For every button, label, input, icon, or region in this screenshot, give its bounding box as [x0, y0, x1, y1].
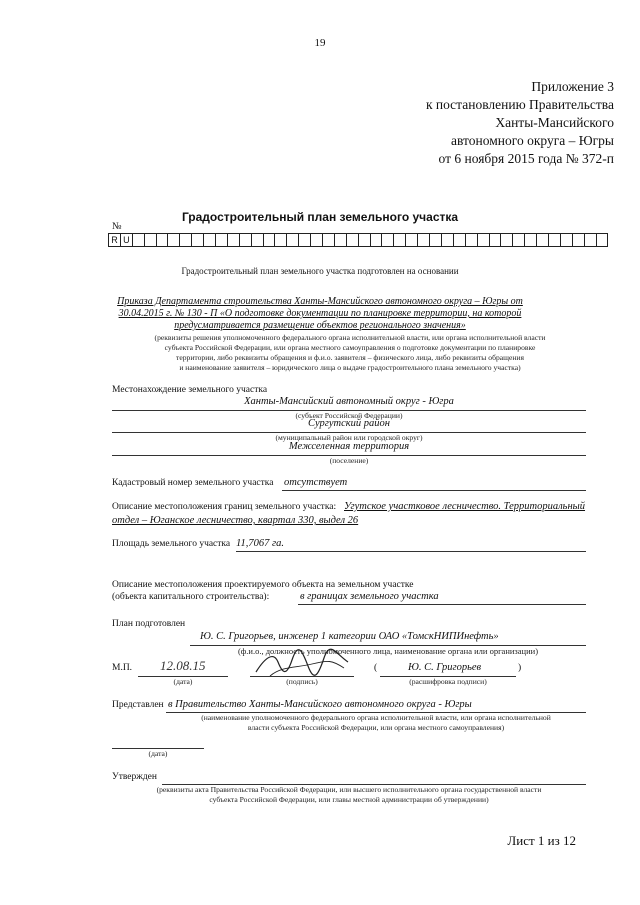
decoding-value: Ю. С. Григорьев — [408, 662, 482, 673]
number-cell — [537, 233, 549, 247]
page-number: 19 — [314, 37, 326, 49]
number-cell — [501, 233, 513, 247]
approved-note — [112, 785, 586, 805]
object-line — [298, 604, 586, 605]
prepared-date: 12.08.15 — [160, 658, 206, 673]
basis-label: Градостроительный план земельного участка подготовлен на основании — [181, 266, 459, 276]
number-cell — [513, 233, 525, 247]
number-cell — [299, 233, 311, 247]
number-cell — [359, 233, 371, 247]
plan-number-cells — [108, 233, 608, 247]
appendix-line-3: Ханты-Мансийского — [495, 115, 614, 130]
approved-note-line-1: (реквизиты акта Правительства Российской Федерации, или высшего исполнительного органа государственной власти — [156, 785, 542, 794]
number-cell — [180, 233, 192, 247]
number-cell — [406, 233, 418, 247]
number-cell — [275, 233, 287, 247]
number-cell — [597, 233, 609, 247]
borders-value-line-1: Угутское участковое лесничество. Территориальный — [344, 501, 586, 512]
number-cell — [192, 233, 204, 247]
borders-label: Описание местоположения границ земельного участка: — [112, 502, 337, 512]
number-cell — [204, 233, 216, 247]
signature-note: (подпись) — [286, 677, 318, 686]
paren-close: ) — [518, 663, 522, 673]
basis-value-line-3: предусматривается размещение объектов регионального значения» — [174, 320, 466, 331]
object-value: в границах земельного участка — [300, 591, 439, 602]
district-note: (муниципальный район или городской округ) — [275, 433, 423, 442]
number-cell — [157, 233, 169, 247]
borders-value-line-2: отдел – Юганское лесничество, квартал 330, выдел 26 — [112, 515, 359, 526]
basis-value-line-1: Приказа Департамента строительства Ханты-Мансийского автономного округа – Югры от — [117, 296, 523, 307]
cadastral-value: отсутствует — [284, 477, 348, 488]
number-cell — [478, 233, 490, 247]
object-label-line-1: Описание местоположения проектируемого объекта на земельном участке — [112, 580, 414, 590]
basis-note-line-3: территории, либо реквизиты обращения и ф.и.о. заявителя – физического лица, либо реквизиты обращения — [176, 353, 524, 362]
number-cell: U — [121, 233, 133, 247]
number-cell: R — [109, 233, 121, 247]
settlement-value: Межселенная территория — [288, 441, 410, 452]
number-cell — [382, 233, 394, 247]
number-cell — [323, 233, 335, 247]
stamp-mark: М.П. — [112, 663, 133, 673]
appendix-line-5: от 6 ноября 2015 года № 372-п — [438, 151, 614, 166]
number-cell — [573, 233, 585, 247]
basis-note-line-4: и наименование заявителя – юридического лица о выдаче градостроительного плана земельного участка) — [179, 363, 521, 372]
prepared-value: Ю. С. Григорьев, инженер 1 категории ОАО «ТомскНИПИнефть» — [200, 631, 499, 642]
number-cell — [264, 233, 276, 247]
location-label: Местонахождение земельного участка — [112, 385, 268, 395]
number-cell — [335, 233, 347, 247]
appendix-line-1: Приложение 3 — [531, 79, 614, 94]
presented-note-line-1: (наименование уполномоченного федерального органа исполнительной власти, или органа исполнительной — [201, 713, 551, 722]
number-cell — [347, 233, 359, 247]
number-cell — [549, 233, 561, 247]
number-cell — [430, 233, 442, 247]
number-cell — [168, 233, 180, 247]
number-cell — [287, 233, 299, 247]
appendix-line-4: автономного округа – Югры — [451, 133, 614, 148]
presented-label: Представлен — [112, 700, 164, 710]
basis-note-line-2: субъекта Российской Федерации, или органа местного самоуправления о подготовке документации по планировке — [164, 343, 536, 352]
number-label: № — [112, 221, 122, 232]
subject-note: (субъект Российской Федерации) — [295, 411, 403, 420]
subject-value: Ханты-Мансийский автономный округ - Югра — [244, 396, 454, 407]
basis-note — [108, 333, 592, 373]
number-cell — [454, 233, 466, 247]
approved-note-line-2: субъекта Российской Федерации, или главы местной администрации об утверждении) — [209, 795, 489, 804]
number-cell — [133, 233, 145, 247]
number-cell — [240, 233, 252, 247]
presented-note — [166, 713, 586, 733]
basis-value-line-2: 30.04.2015 г. № 130 - П «О подготовке документации по планировке территории, на которой — [118, 308, 522, 319]
prepared-date-note: (дата) — [173, 677, 193, 686]
settlement-note: (поселение) — [329, 456, 369, 465]
number-cell — [418, 233, 430, 247]
prepared-label: План подготовлен — [112, 619, 186, 629]
area-line — [236, 551, 586, 552]
presented-date-note: (дата) — [148, 749, 168, 758]
number-cell — [145, 233, 157, 247]
number-cell — [216, 233, 228, 247]
presented-note-line-2: власти субъекта Российской Федерации, или органа местного самоуправления) — [247, 723, 505, 732]
object-label-line-2: (объекта капитального строительства): — [112, 592, 270, 602]
number-cell — [394, 233, 406, 247]
decoding-note: (расшифровка подписи) — [409, 677, 487, 686]
number-cell — [490, 233, 502, 247]
number-cell — [228, 233, 240, 247]
appendix-header — [426, 78, 614, 168]
number-cell — [371, 233, 383, 247]
appendix-line-2: к постановлению Правительства — [425, 97, 614, 112]
number-cell — [585, 233, 597, 247]
number-cell — [466, 233, 478, 247]
paren-open: ( — [374, 663, 378, 673]
number-cell — [525, 233, 537, 247]
area-label: Площадь земельного участка — [112, 539, 231, 549]
presented-value: в Правительство Ханты-Мансийского автономного округа - Югры — [168, 699, 472, 710]
number-cell — [311, 233, 323, 247]
sheet-counter: Лист 1 из 12 — [507, 833, 576, 848]
area-value: 11,7067 га. — [236, 538, 284, 549]
cadastral-label: Кадастровый номер земельного участка — [112, 478, 274, 488]
approved-label: Утвержден — [112, 772, 157, 782]
basis-note-line-1: (реквизиты решения уполномоченного федерального органа исполнительной власти, или органа исполнительной власти — [154, 333, 546, 342]
number-cell — [561, 233, 573, 247]
district-value: Сургутский район — [307, 418, 391, 429]
document-title: Градостроительный план земельного участка — [181, 210, 459, 224]
cadastral-line — [282, 490, 586, 491]
number-cell — [252, 233, 264, 247]
number-cell — [442, 233, 454, 247]
prepared-note: (ф.и.о., должность уполномоченного лица, наименование органа или организации) — [237, 646, 539, 656]
